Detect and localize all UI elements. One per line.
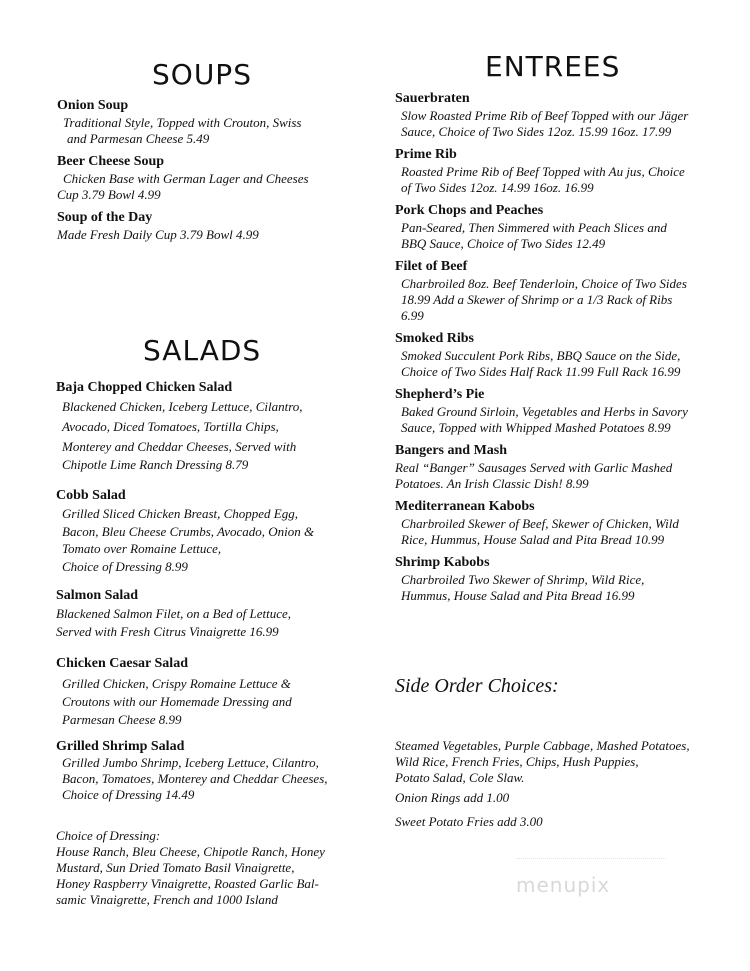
item-desc: Grilled Jumbo Shrimp, Iceberg Lettuce, Cilantro, [62,755,319,770]
item-desc: 6.99 [401,308,424,323]
entrees-list [395,90,740,604]
menu-item [395,330,740,380]
item-desc: BBQ Sauce, Choice of Two Sides 12.49 [401,236,606,251]
salads-title: SALADS [143,334,262,367]
side-line: Wild Rice, French Fries, Chips, Hush Puppies, [395,754,639,769]
dressing-line: samic Vinaigrette, French and 1000 Island [56,892,278,907]
item-desc: Baked Ground Sirloin, Vegetables and Herbs in Savory [401,404,688,419]
item-desc: Choice of Dressing 8.99 [62,559,188,574]
item-name: Chicken Caesar Salad [56,656,188,671]
item-desc: Pan-Seared, Then Simmered with Peach Slices and [401,220,667,235]
item-desc: Croutons with our Homemade Dressing and [62,694,292,709]
side-orders-list [395,738,740,786]
menu-item [395,90,740,140]
item-desc: of Two Sides 12oz. 14.99 16oz. 16.99 [401,180,594,195]
item-desc: Sauce, Topped with Whipped Mashed Potatoes 8.99 [401,420,671,435]
side-addons [395,790,740,830]
salads-list [56,379,356,803]
item-name: Grilled Shrimp Salad [56,739,185,754]
dressing-line: Honey Raspberry Vinaigrette, Roasted Garlic Bal- [56,876,319,891]
menu-item [395,498,740,548]
item-name: Shrimp Kabobs [395,555,490,570]
side-line: Steamed Vegetables, Purple Cabbage, Mashed Potatoes, [395,738,690,753]
item-name: Prime Rib [395,147,457,162]
item-desc: Tomato over Romaine Lettuce, [62,541,222,556]
item-desc: Blackened Salmon Filet, on a Bed of Lettuce, [56,606,292,621]
item-name: Baja Chopped Chicken Salad [56,380,233,395]
entrees-title: ENTREES [485,50,621,83]
menu-item [56,739,356,803]
menu-item [395,442,740,492]
addon-line: Sweet Potato Fries add 3.00 [395,814,543,829]
item-name: Sauerbraten [395,91,470,106]
menu-item [56,379,356,473]
item-desc: Charbroiled 8oz. Beef Tenderloin, Choice of Two Sides [401,276,687,291]
menu-item [395,146,740,196]
item-desc: 18.99 Add a Skewer of Shrimp or a 1/3 Rack of Ribs [401,292,673,307]
item-desc: Real “Banger” Sausages Served with Garlic Mashed [395,460,673,475]
item-desc: Made Fresh Daily Cup 3.79 Bowl 4.99 [57,227,259,242]
item-name: Shepherd’s Pie [395,387,485,402]
dressing-choices [56,828,356,908]
item-desc: Cup 3.79 Bowl 4.99 [57,187,161,202]
item-desc: and Parmesan Cheese 5.49 [67,131,210,146]
dressing-heading: Choice of Dressing: [56,828,161,843]
item-name: Mediterranean Kabobs [395,499,535,514]
menu-item [56,487,356,577]
item-desc: Served with Fresh Citrus Vinaigrette 16.99 [56,624,279,639]
item-name: Beer Cheese Soup [57,154,165,169]
item-name: Smoked Ribs [395,331,474,346]
item-desc: Choice of Dressing 14.49 [62,787,195,802]
menu-item [57,97,347,147]
soups-title: SOUPS [152,58,252,91]
soups-list [57,97,347,243]
item-desc: Traditional Style, Topped with Crouton, Swiss [63,115,302,130]
item-desc: Choice of Two Sides Half Rack 11.99 Full Rack 16.99 [401,364,681,379]
item-desc: Avocado, Diced Tomatoes, Tortilla Chips, [62,419,279,434]
menu-item [395,386,740,436]
item-name: Filet of Beef [395,259,468,274]
watermark-logo: menupix [516,873,611,897]
side-orders-title: Side Order Choices: [395,675,559,697]
item-desc: Potatoes. An Irish Classic Dish! 8.99 [395,476,589,491]
item-desc: Grilled Chicken, Crispy Romaine Lettuce & [62,676,291,691]
menu-item [395,202,740,252]
menu-item [395,554,740,604]
item-desc: Grilled Sliced Chicken Breast, Chopped Egg, [62,506,298,521]
menu-item [56,655,356,729]
menu-item [56,587,356,641]
addon-line: Onion Rings add 1.00 [395,790,510,805]
item-desc: Sauce, Choice of Two Sides 12oz. 15.99 16oz. 17.99 [401,124,672,139]
item-desc: Chicken Base with German Lager and Cheeses [63,171,309,186]
item-desc: Chipotle Lime Ranch Dressing 8.79 [62,457,249,472]
item-name: Salmon Salad [56,588,139,603]
item-desc: Charbroiled Skewer of Beef, Skewer of Chicken, Wild [401,516,679,531]
item-desc: Rice, Hummus, House Salad and Pita Bread 10.99 [401,532,665,547]
item-name: Soup of the Day [57,210,153,225]
item-name: Bangers and Mash [395,443,508,458]
dressing-line: Mustard, Sun Dried Tomato Basil Vinaigrette, [56,860,295,875]
item-desc: Hummus, House Salad and Pita Bread 16.99 [401,588,635,603]
menu-item [395,258,740,324]
watermark-rule [516,858,666,859]
side-line: Potato Salad, Cole Slaw. [395,770,525,785]
item-desc: Bacon, Bleu Cheese Crumbs, Avocado, Onion & [62,524,315,539]
menu-item [57,153,347,203]
item-name: Cobb Salad [56,488,126,503]
item-desc: Parmesan Cheese 8.99 [62,712,182,727]
item-desc: Charbroiled Two Skewer of Shrimp, Wild Rice, [401,572,645,587]
item-name: Pork Chops and Peaches [395,203,544,218]
item-desc: Smoked Succulent Pork Ribs, BBQ Sauce on the Side, [401,348,681,363]
item-desc: Slow Roasted Prime Rib of Beef Topped with our Jäger [401,108,689,123]
item-desc: Bacon, Tomatoes, Monterey and Cheddar Cheeses, [62,771,328,786]
item-desc: Blackened Chicken, Iceberg Lettuce, Cilantro, [62,399,303,414]
menu-item [57,209,347,243]
item-name: Onion Soup [57,98,129,113]
item-desc: Monterey and Cheddar Cheeses, Served with [62,439,297,454]
dressing-line: House Ranch, Bleu Cheese, Chipotle Ranch, Honey [56,844,325,859]
item-desc: Roasted Prime Rib of Beef Topped with Au jus, Choice [401,164,685,179]
